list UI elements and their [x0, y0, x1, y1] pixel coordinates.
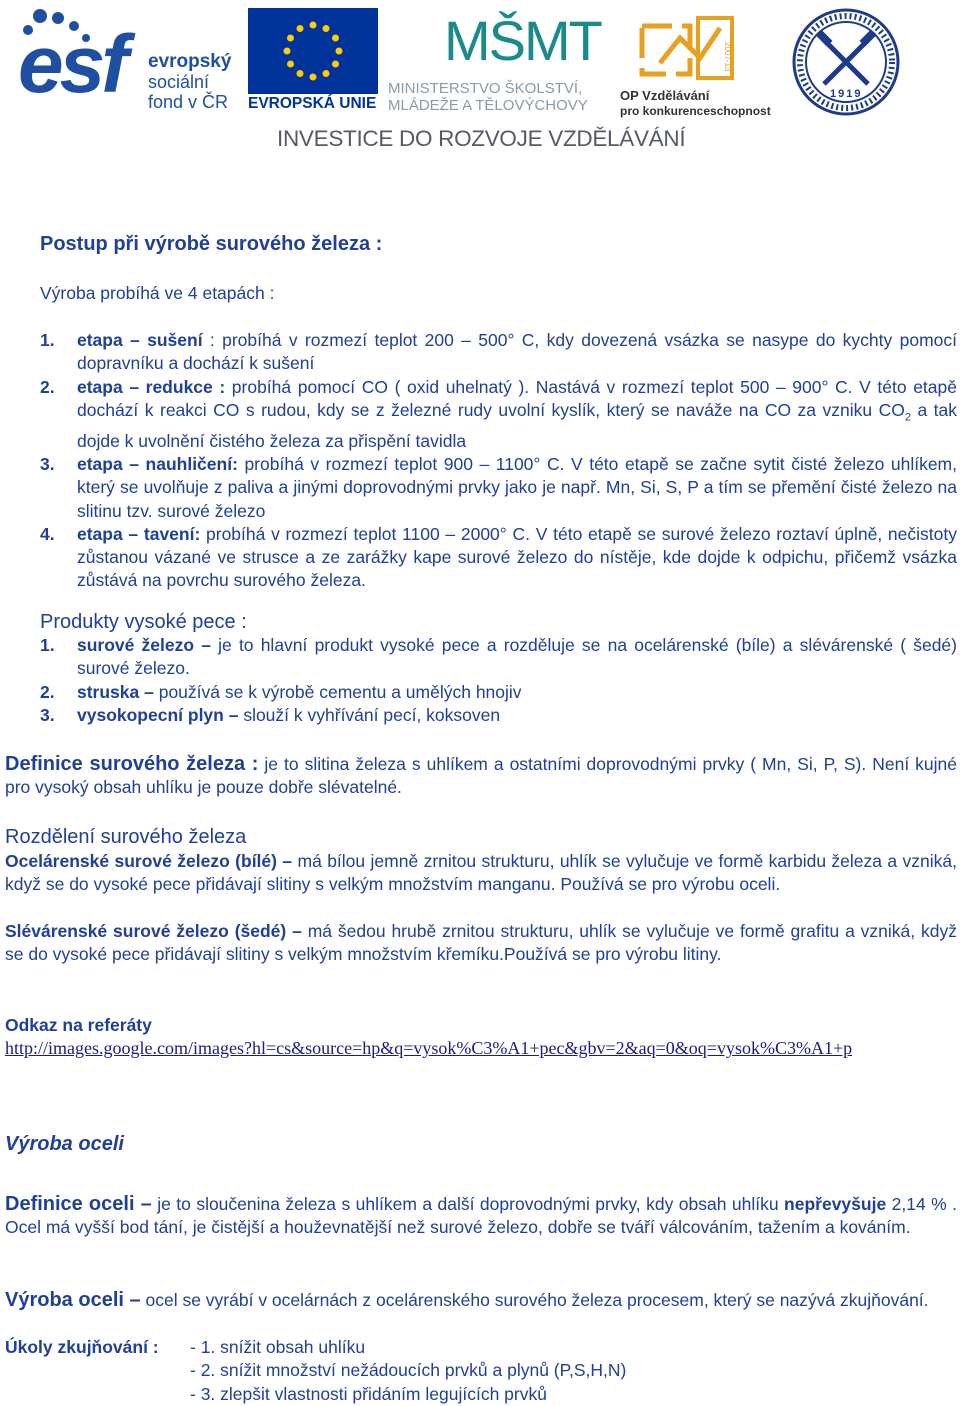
esf-mark: esf: [18, 19, 125, 110]
task-item: - 3. zlepšit vlastnosti přidáním legujících prvků: [190, 1383, 547, 1404]
definition-text: je to slitina železa s uhlíkem a ostatními doprovodnými prvky ( Mn, Si, P, S). Není kujné pro vysoký obsah uhlíku je pouze dobře slévatelné.: [5, 754, 957, 798]
seal-year: 1919: [830, 88, 863, 100]
investice-banner: INVESTICE DO ROZVOJE VZDĚLÁVÁNÍ: [277, 126, 686, 151]
msmt-logo: [388, 6, 610, 116]
product-text: je to hlavní produkt vysoké pece a rozděluje se na ocelárenské (bíle) a slévárenské ( šedé) surové železo.: [77, 635, 957, 679]
stage-lead: etapa – tavení:: [77, 523, 201, 544]
steel-def-bold: nepřevyšuje: [784, 1194, 887, 1214]
division-grey-text: má šedou hrubě zrnitou strukturu, uhlík se vylučuje ve formě grafitu a vzniká, když se do vysoké pece přidávají slitiny s velkým množstvím křemíku.Používá se pro výrobu litiny.: [5, 921, 957, 965]
tasks-list: [190, 1336, 626, 1406]
reference-link[interactable]: http://images.google.com/images?hl=cs&source=hp&q=vysok%C3%A1+pec&gbv=2&aq=0&oq=vysok%C3%A1+p: [5, 1038, 853, 1058]
stage-text: probíhá v rozmezí teplot 1100 – 2000° C. V této etapě se surové železo roztaví úplně, nečistoty zůstanou vázané ve strusce a ze zarážky kape surové železo do nístěje, kde dojde k odpichu, přičemž vsázka zůstává na povrchu surového železa.: [77, 523, 957, 591]
division-white-lead: Ocelárenské surové železo (bílé) –: [5, 851, 293, 871]
school-seal: [790, 6, 902, 118]
stage-text-cont: a tak dojde k uvolnění čistého železa za přispění tavidla: [77, 399, 957, 451]
op-logo: [620, 8, 771, 118]
product-text: používá se k výrobě cementu a umělých hnojiv: [153, 681, 522, 702]
product-text: slouží k vyhřívání pecí, koksoven: [238, 704, 501, 725]
stage-item: [40, 523, 957, 593]
op-badge: 2007-13: [723, 42, 732, 72]
steel-definition: [5, 1193, 957, 1240]
stage-text: probíhá v rozmezí teplot 900 – 1100° C. V této etapě se začne sytit čisté železo uhlíkem, který se uvolňuje z paliva a jinými doprovodnými prvky jako je např. Mn, Si, S, P a tím se přemění čisté železo na slitinu tzv. surové železo: [77, 453, 957, 521]
definition-lead: Definice surového železa :: [5, 753, 259, 775]
eu-logo: [248, 8, 378, 113]
stage-text: : probíhá v rozmezí teplot 200 – 500° C, kdy dovezená vsázka se nasype do kychty pomocí dopravníku a dochází k sušení: [77, 330, 957, 374]
esf-line1: evropský: [148, 51, 232, 72]
esf-line2: sociální: [148, 72, 210, 92]
section-title-production: Postup při výrobě surového železa :: [40, 233, 383, 255]
tasks-lead: Úkoly zkujňování :: [5, 1337, 159, 1357]
steel-production: [5, 1289, 957, 1312]
steel-def-text2: 2,14 % . Ocel má vyšší bod tání, je čistější a houževnatější než surové železo, dobře se tváří válcováním, tažením a kováním.: [5, 1194, 957, 1238]
task-item: - 2. snížit množství nežádoucích prvků a plynů (P,S,H,N): [190, 1360, 627, 1381]
stage-number: 2.: [40, 376, 55, 397]
steel-prod-text: ocel se vyrábí v ocelárnách z ocelárenského surového železa procesem, který se nazývá zkujňování.: [140, 1290, 929, 1310]
products-list: [40, 634, 957, 727]
product-number: 3.: [40, 704, 55, 725]
op-line2: pro konkurenceschopnost: [620, 104, 771, 118]
stage-item: [40, 329, 957, 376]
task-item: - 1. snížit obsah uhlíku: [190, 1337, 366, 1357]
product-lead: surové železo –: [77, 635, 211, 655]
stage-item: [40, 376, 957, 453]
stage-lead: etapa – redukce :: [77, 376, 226, 397]
esf-logo: [18, 8, 240, 118]
steel-prod-lead: Výroba oceli –: [5, 1289, 141, 1311]
stage-item: [40, 453, 957, 523]
product-item: [40, 681, 957, 704]
stage-text: probíhá pomocí CO ( oxid uhelnatý ). Nastává v rozmezí teplot 500 – 900° C. V této etapě dochází k reakci CO s rudou, kdy se z železné rudy uvolní kyslík, který se naváže na CO za vzniku CO: [77, 376, 957, 420]
stage-number: 3.: [40, 453, 55, 474]
msmt-line2: MLÁDEŽE A TĚLOVÝCHOVY: [388, 97, 588, 114]
logo-bar: [0, 0, 960, 160]
section-title-products: Produkty vysoké pece :: [40, 611, 247, 633]
esf-line3: fond v ČR: [148, 92, 229, 112]
stages-list: [40, 329, 957, 593]
reference-title: Odkaz na referáty: [5, 1015, 152, 1035]
stage-lead: etapa – nauhličení:: [77, 453, 238, 474]
product-item: [40, 704, 957, 727]
product-item: [40, 634, 957, 681]
stage-subscript: 2: [904, 411, 911, 424]
op-line1: OP Vzdělávání: [620, 88, 710, 103]
product-lead: struska –: [77, 681, 154, 702]
reference-link-wrap: [5, 1037, 955, 1061]
msmt-line1: MINISTERSTVO ŠKOLSTVÍ,: [388, 80, 583, 97]
production-intro: Výroba probíhá ve 4 etapách :: [40, 283, 275, 303]
stage-lead: etapa – sušení: [77, 330, 203, 350]
section-title-division: Rozdělení surového železa: [5, 826, 247, 848]
definition-paragraph: [5, 753, 957, 800]
stage-number: 4.: [40, 523, 55, 544]
division-paragraph-grey: [5, 920, 957, 967]
product-lead: vysokopecní plyn –: [77, 704, 239, 725]
steel-def-text1: je to sloučenina železa s uhlíkem a další doprovodnými prvky, kdy obsah uhlíku: [151, 1194, 785, 1214]
product-number: 1.: [40, 635, 55, 655]
msmt-mark: MŠMT: [444, 9, 601, 72]
division-paragraph-white: [5, 850, 957, 897]
stage-number: 1.: [40, 330, 55, 350]
op-mark-icon: [620, 8, 770, 88]
division-grey-lead: Slévárenské surové železo (šedé) –: [5, 921, 302, 941]
product-number: 2.: [40, 681, 55, 702]
division-white-text: má bílou jemně zrnitou strukturu, uhlík se vylučuje ve formě karbidu železa a vzniká, když se do vysoké pece přidávají slitiny s velkým množstvím manganu. Používá se pro výrobu oceli.: [5, 851, 957, 895]
eu-label: EVROPSKÁ UNIE: [248, 95, 377, 112]
eu-flag-icon: [248, 8, 378, 94]
section-title-steel: Výroba oceli: [5, 1133, 124, 1155]
steel-def-lead: Definice oceli –: [5, 1193, 152, 1215]
seal-icon: [790, 6, 902, 118]
